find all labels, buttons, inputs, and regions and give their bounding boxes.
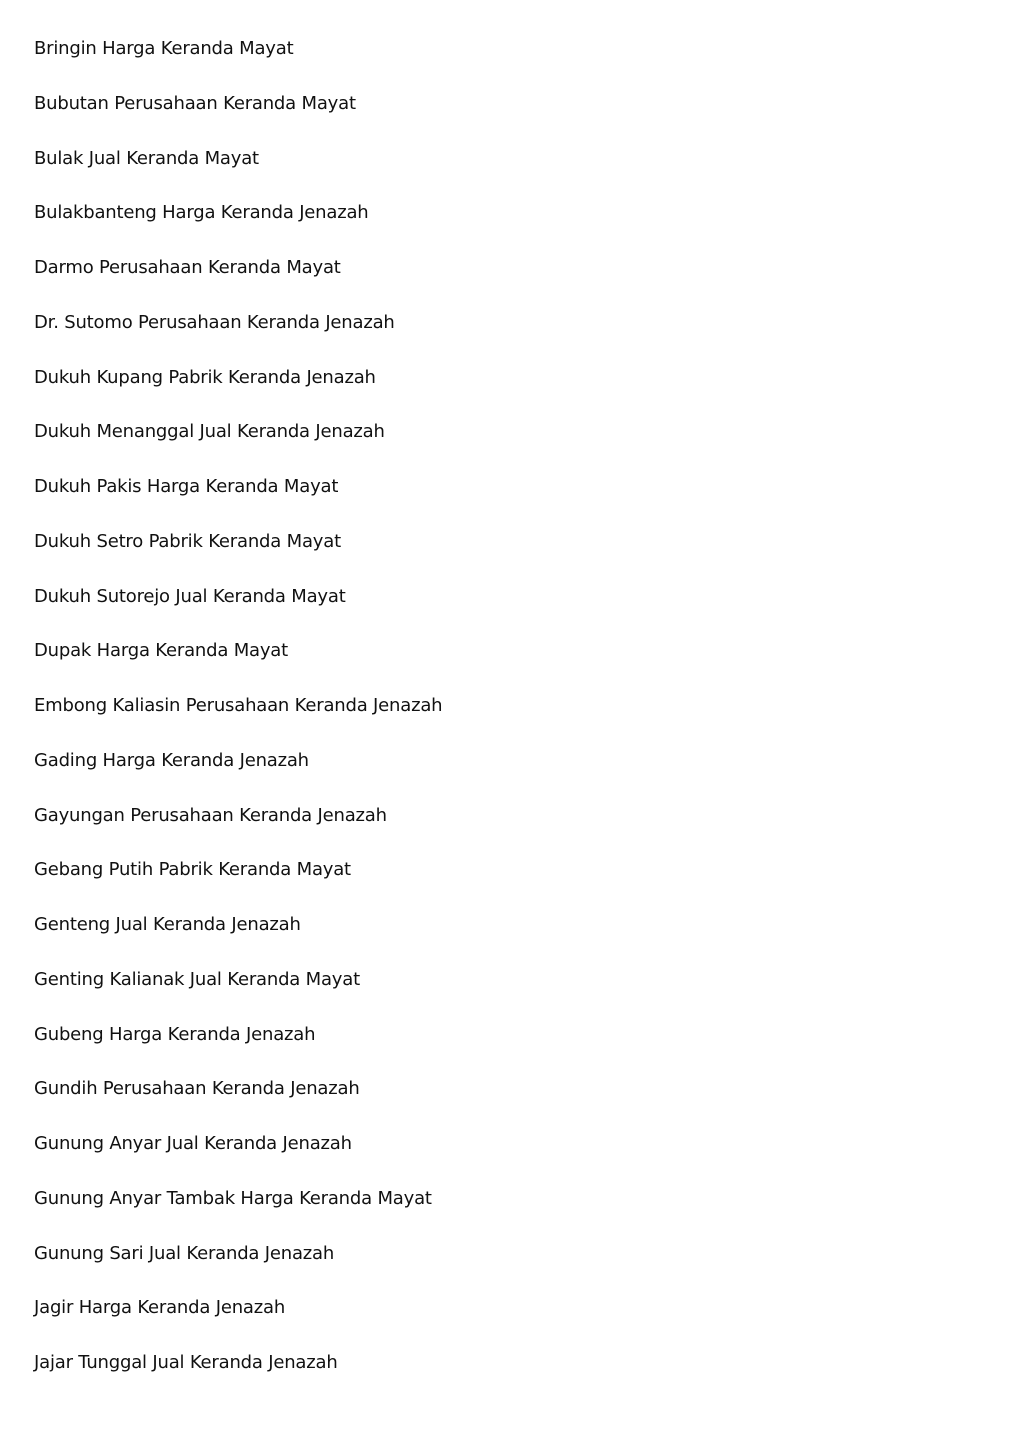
list-item: Gayungan Perusahaan Keranda Jenazah — [34, 804, 387, 826]
list-item: Embong Kaliasin Perusahaan Keranda Jenazah — [34, 695, 443, 716]
list-item: Dupak Harga Keranda Mayat — [34, 640, 288, 662]
list-item: Dukuh Pakis Harga Keranda Mayat — [34, 476, 339, 497]
list-item: Dukuh Sutorejo Jual Keranda Mayat — [34, 585, 346, 607]
list-item: Bringin Harga Keranda Mayat — [34, 38, 294, 59]
list-item: Dukuh Menanggal Jual Keranda Jenazah — [34, 421, 385, 443]
list-item: Jagir Harga Keranda Jenazah — [34, 1297, 286, 1319]
list-item: Gunung Sari Jual Keranda Jenazah — [34, 1242, 335, 1264]
list-item: Dukuh Kupang Pabrik Keranda Jenazah — [34, 366, 376, 388]
list-item: Genteng Jual Keranda Jenazah — [34, 914, 301, 935]
list-item: Bulakbanteng Harga Keranda Jenazah — [34, 202, 369, 224]
list-item: Gunung Anyar Jual Keranda Jenazah — [34, 1133, 352, 1154]
entry-list — [34, 36, 1024, 1405]
list-item: Genting Kalianak Jual Keranda Mayat — [34, 968, 360, 990]
list-item: Gubeng Harga Keranda Jenazah — [34, 1023, 316, 1045]
list-item: Jajar Tunggal Jual Keranda Jenazah — [34, 1352, 338, 1373]
list-item: Gebang Putih Pabrik Keranda Mayat — [34, 859, 351, 881]
list-item: Gading Harga Keranda Jenazah — [34, 749, 309, 771]
list-item: Gunung Anyar Tambak Harga Keranda Mayat — [34, 1187, 432, 1209]
list-item: Bubutan Perusahaan Keranda Mayat — [34, 92, 356, 114]
list-item: Dukuh Setro Pabrik Keranda Mayat — [34, 530, 341, 552]
list-item: Bulak Jual Keranda Mayat — [34, 147, 259, 169]
list-item: Gundih Perusahaan Keranda Jenazah — [34, 1078, 360, 1100]
list-item: Darmo Perusahaan Keranda Mayat — [34, 257, 341, 278]
list-item: Dr. Sutomo Perusahaan Keranda Jenazah — [34, 311, 395, 333]
